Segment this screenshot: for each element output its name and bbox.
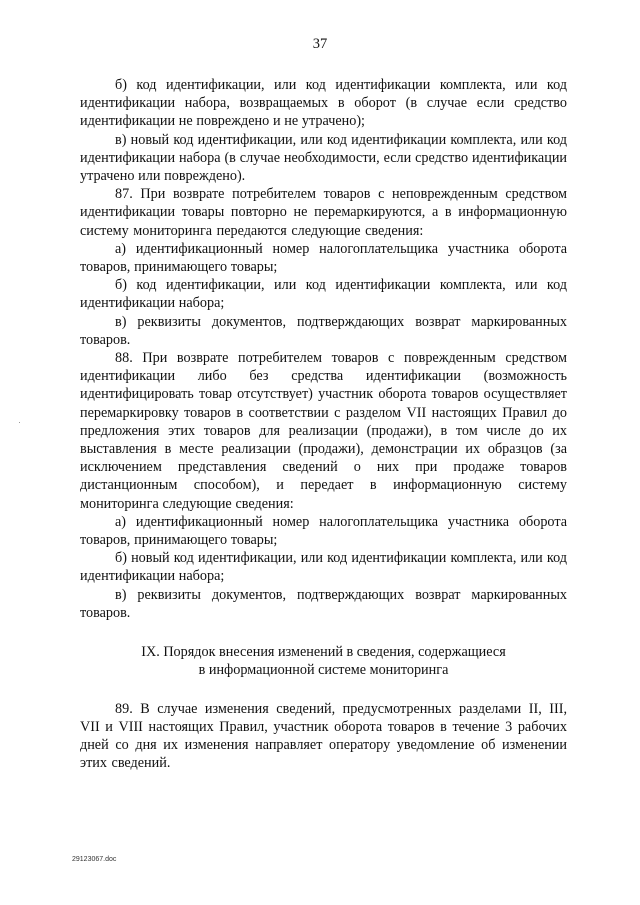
- paragraph-v-new-code: в) новый код идентификации, или код идентификации комплекта, или код идентификации набора (в случае необходимости, если средство идентификации утрачено или повреждено).: [80, 131, 567, 185]
- footer-filename: 29123067.doc: [72, 856, 117, 863]
- section-heading-line-2: в информационной системе мониторинга: [198, 662, 449, 679]
- paragraph-88-b: б) новый код идентификации, или код идентификации комплекта, или код идентификации набора;: [80, 550, 567, 585]
- section-heading: [80, 643, 567, 679]
- section-heading-line-1: IX. Порядок внесения изменений в сведения, содержащиеся: [141, 644, 506, 661]
- paragraph-87-a: а) идентификационный номер налогоплательщика участника оборота товаров, принимающего товары;: [80, 240, 567, 276]
- margin-mark: [19, 422, 20, 423]
- paragraph-88-v: в) реквизиты документов, подтверждающих возврат маркированных товаров.: [80, 586, 567, 621]
- paragraph-88: 88. При возврате потребителем товаров с поврежденным средством идентификации либо без средства идентификации (возможность идентифицировать товар отсутствует) участник оборота товаров осуществляет перемаркировку товаров в соответствии с разделом VII настоящих Правил до предложения этих товаров для реализации (продажи), в том числе до их выставления в месте реализации (продажи), демонстрации их образцов (за исключением представления сведений о них при продаже товаров дистанционным способом), и передает в информационную систему мониторинга следующие сведения:: [80, 350, 567, 512]
- paragraph-89: 89. В случае изменения сведений, предусмотренных разделами II, III, VII и VIII настоящих Правил, участник оборота товаров в течение 3 рабочих дней со дня их изменения направляет оператору уведомление об изменении этих сведений.: [80, 700, 567, 772]
- paragraph-87: 87. При возврате потребителем товаров с неповрежденным средством идентификации товары повторно не перемаркируются, а в информационную систему мониторинга передаются следующие сведения:: [80, 186, 567, 239]
- paragraph-b-return-codes: б) код идентификации, или код идентификации комплекта, или код идентификации набора, возвращаемых в оборот (в случае если средство идентификации не повреждено и не утрачено);: [80, 77, 567, 130]
- paragraph-87-b: б) код идентификации, или код идентификации комплекта, или код идентификации набора;: [80, 277, 567, 312]
- document-body: [80, 76, 567, 772]
- page-number: 37: [312, 36, 328, 52]
- paragraph-87-v: в) реквизиты документов, подтверждающих возврат маркированных товаров.: [80, 313, 567, 348]
- paragraph-88-a: а) идентификационный номер налогоплательщика участника оборота товаров, принимающего товары;: [80, 513, 567, 549]
